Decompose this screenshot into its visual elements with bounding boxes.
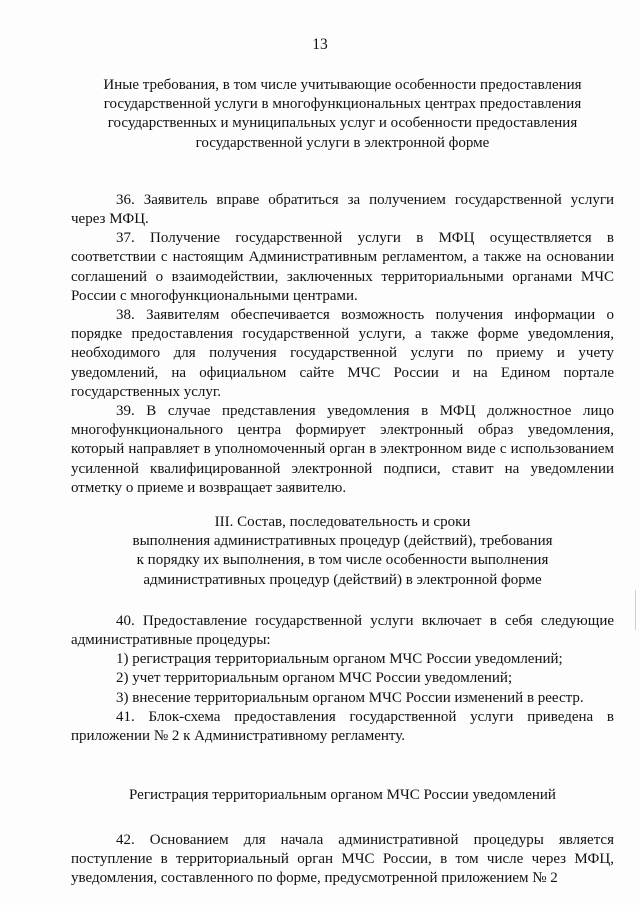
paragraph-39: 39. В случае представления уведомления в МФЦ должностное лицо многофункционального центра формирует электронный образ уведомления, который направляет в уполномоченный орган в электронном виде с использованием усиленной квалифицированной электронной подписи, ставит на уведомлении отметку о приеме и возвращает заявителю. [71,403,614,496]
spacer [71,746,614,786]
list-item: 2) учет территориальным органом МЧС России уведомлений; [116,670,513,687]
heading-line: административных процедур (действий) в электронной форме [143,571,542,588]
paragraph-40: 40. Предоставление государственной услуги включает в себя следующие административные процедуры: [71,612,614,649]
paragraph-38: 38. Заявителям обеспечивается возможность получения информации о порядке предоставления государственной услуги, а также форме уведомления, необходимого для получения государственной услуги по приему и учету уведомлений, на официальном сайте МЧС России и на Едином портале государственных услуг. [71,307,614,400]
paragraph-37: 37. Получение государственной услуги в МФЦ осуществляется в соответствии с настоящим Административным регламентом, а также на основании соглашений о взаимодействии, заключенных территориальными органами МЧС России с многофункциональными центрами. [71,230,614,304]
heading-line: III. Состав, последовательность и сроки [214,514,471,531]
spacer [71,590,614,612]
spacer [71,153,614,191]
section-heading-other-requirements [71,76,614,153]
paragraph-36: 36. Заявитель вправе обратиться за получением государственной услуги через МФЦ. [71,191,614,228]
heading-line: государственной услуги в электронной форме [195,134,490,151]
paragraph-42: 42. Основанием для начала административной процедуры является поступление в территориальный орган МЧС России, в том числе через МФЦ, уведомления, составленного по форме, предусмотренной приложением № 2 [71,831,614,886]
paragraph-41: 41. Блок-схема предоставления государственной услуги приведена в приложении № 2 к Административному регламенту. [71,708,614,745]
spacer [71,498,614,513]
page-number: 13 [312,36,328,53]
scan-edge-mark [635,590,636,630]
heading-line: Иные требования, в том числе учитывающие особенности предоставления [103,77,582,93]
document-body [71,76,614,888]
subsection-heading-registration: Регистрация территориальным органом МЧС России уведомлений [129,787,556,804]
list-item: 1) регистрация территориальным органом МЧС России уведомлений; [116,651,563,668]
section-heading-iii [71,513,614,590]
list-item: 3) внесение территориальным органом МЧС России изменений в реестр. [116,689,584,706]
heading-line: выполнения административных процедур (действий), требования [132,533,553,550]
heading-line: государственной услуги в многофункциональных центрах предоставления [103,96,582,113]
heading-line: к порядку их выполнения, в том числе особенности выполнения [136,552,549,569]
heading-line: государственных и муниципальных услуг и особенности предоставления [107,115,578,132]
spacer [71,806,614,831]
